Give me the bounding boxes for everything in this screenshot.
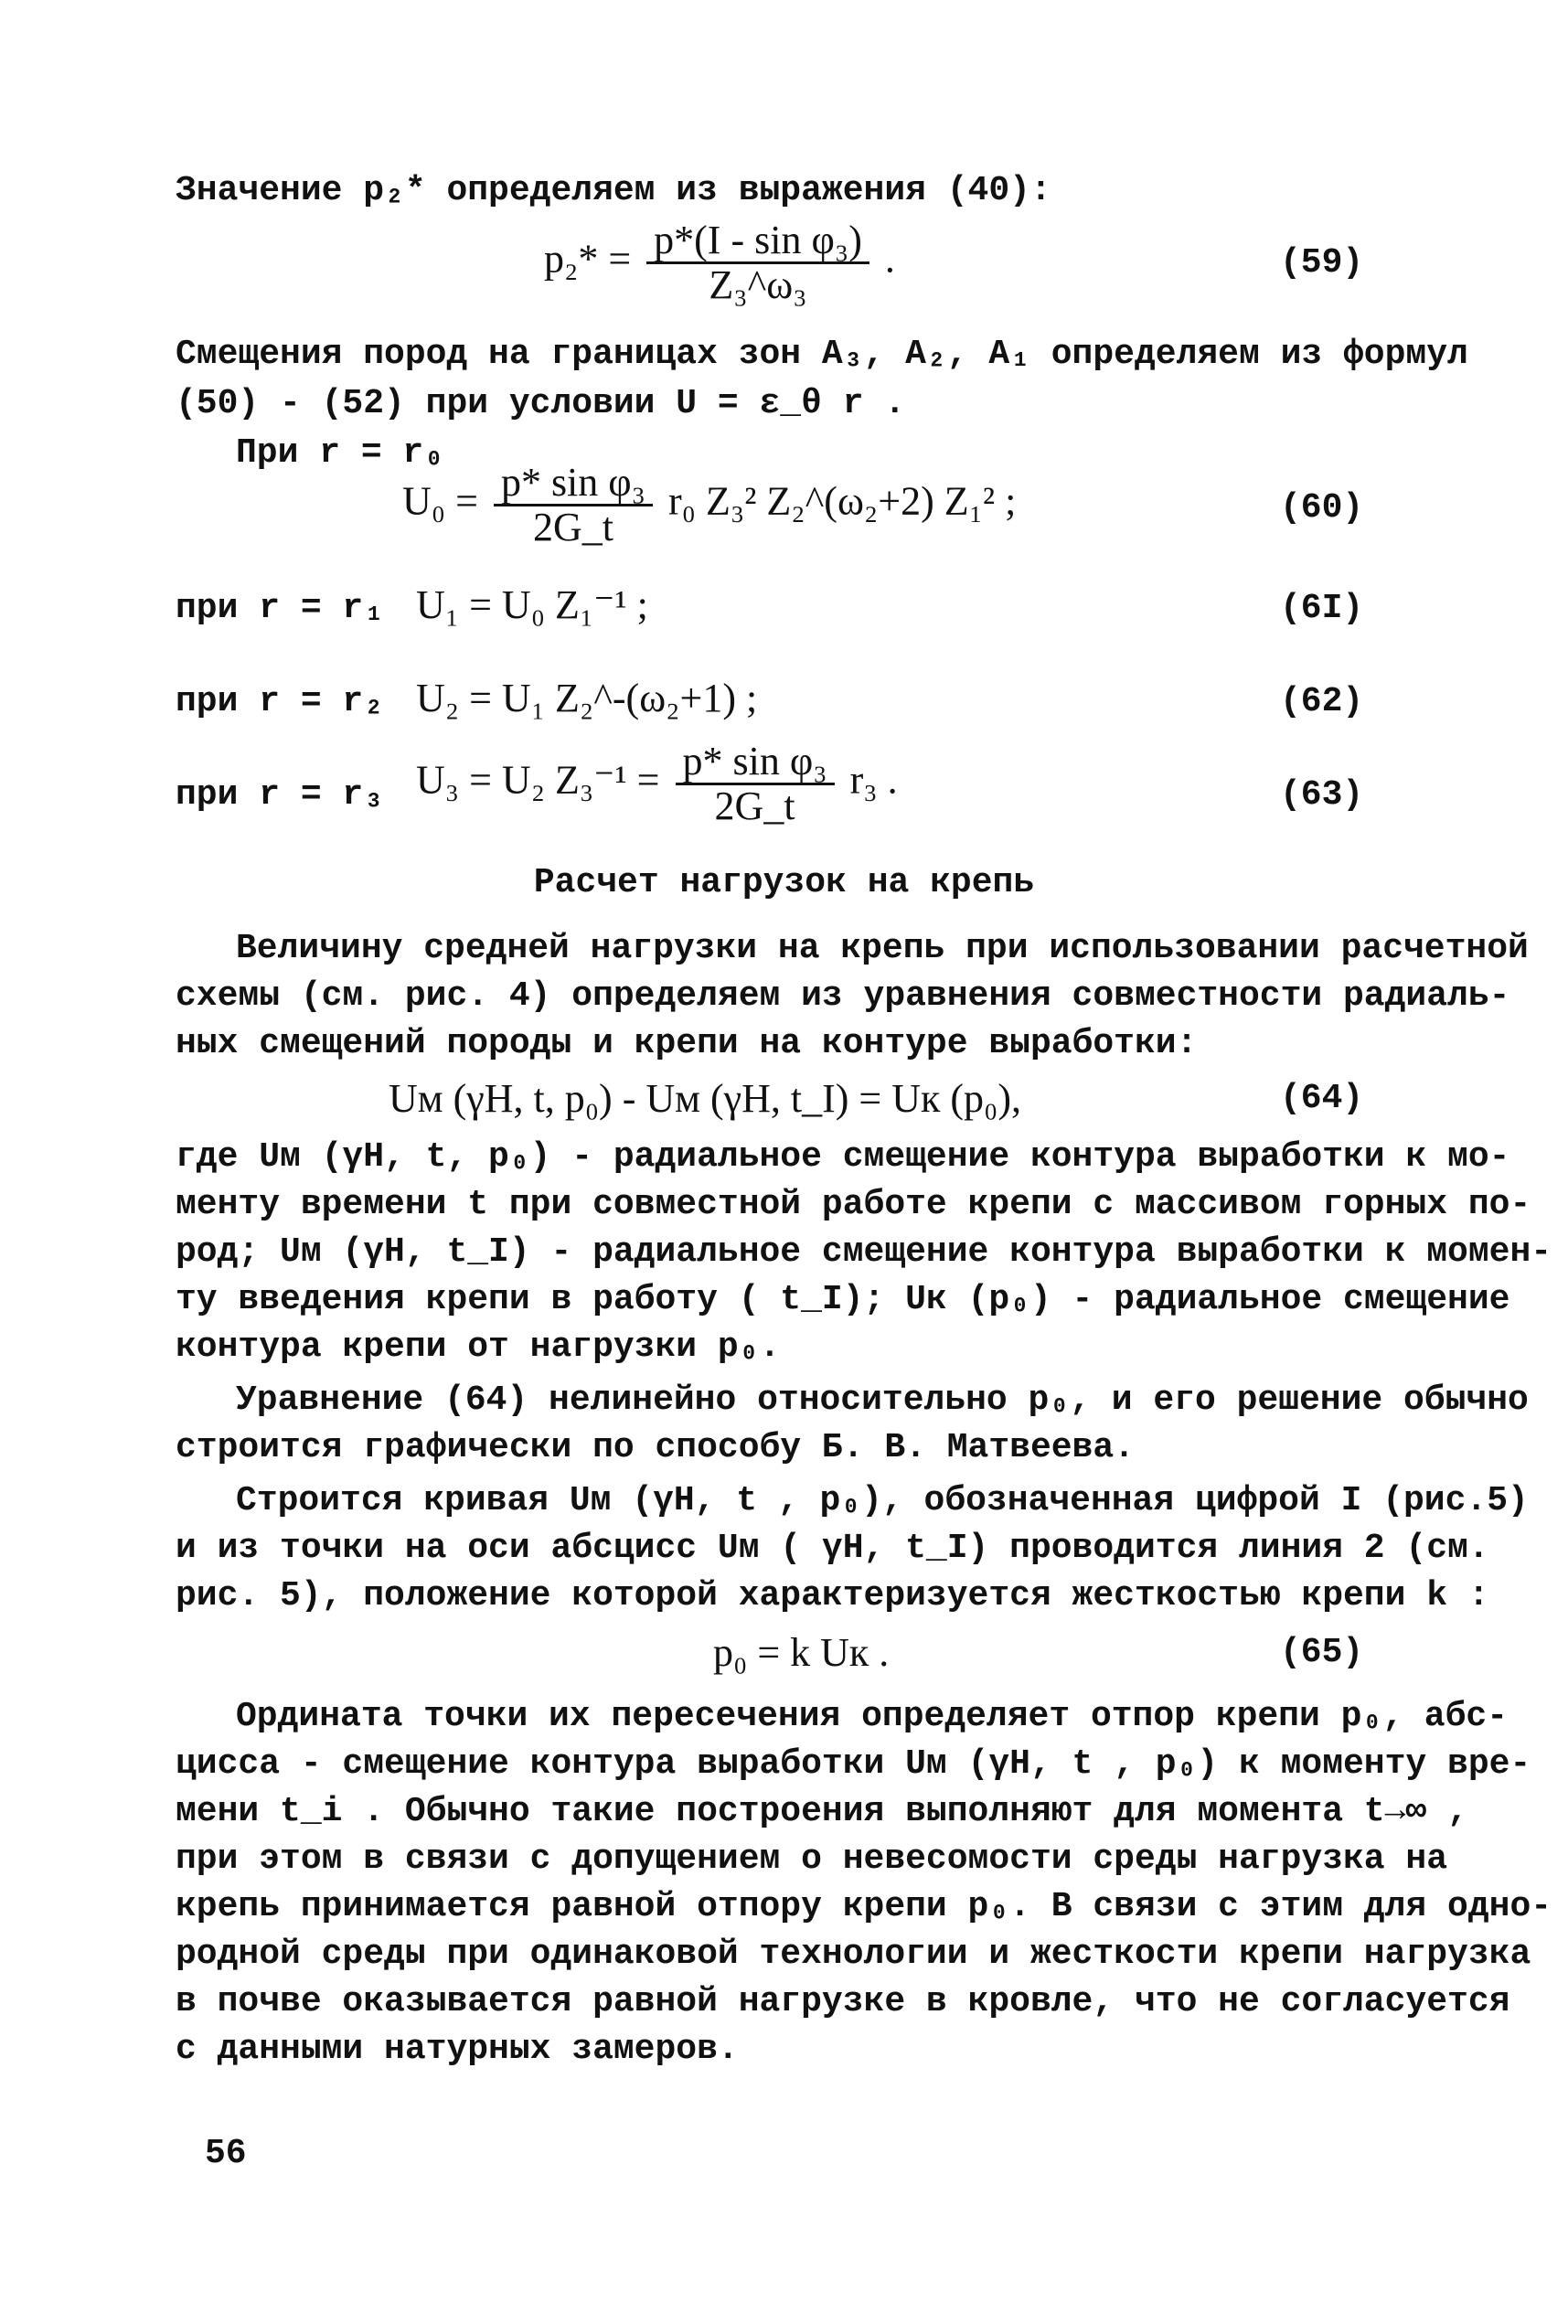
eq60-tail: r₀ Z₃² Z₂^(ω₂+2) Z₁² ;	[668, 478, 1017, 524]
equation-number-60: (60)	[1280, 488, 1364, 528]
p4-line-3: рис. 5), положение которой характеризуется жесткостью крепи k :	[176, 1576, 1489, 1615]
equation-63	[416, 741, 898, 827]
p5-line-6: родной среды при одинаковой технологии и жесткости крепи нагрузка	[176, 1935, 1531, 1974]
p5-line-7: в почве оказывается равной нагрузке в кровле, что не согласуется	[176, 1982, 1510, 2021]
eq59-lhs: p₂* =	[544, 236, 632, 282]
p2-line-5: контура крепи от нагрузки p₀.	[176, 1327, 781, 1367]
eq59-denominator: Z₃^ω₃	[709, 262, 807, 307]
section-heading: Расчет нагрузок на крепь	[533, 863, 1035, 902]
equation-number-61: (6I)	[1280, 589, 1364, 628]
eq63-denominator: 2G_t	[714, 784, 795, 828]
equation-60	[402, 462, 1016, 549]
p5-line-3: мени t_i . Обычно такие построения выполняют для момента t→∞ ,	[176, 1792, 1468, 1831]
intro-line: Значение p₂* определяем из выражения (40):	[176, 171, 1051, 210]
equation-number-63: (63)	[1280, 775, 1364, 815]
equation-number-62: (62)	[1280, 682, 1364, 721]
p3-line-1: Уравнение (64) нелинейно относительно p₀, и его решение обычно	[236, 1381, 1529, 1420]
eq59-fraction	[646, 219, 869, 306]
p2-line-1: где Uм (γH, t, p₀) - радиальное смещение контура выработки к мо-	[176, 1137, 1510, 1177]
eq63-lhs: U₃ = U₂ Z₃⁻¹ =	[416, 757, 660, 803]
condition-r0: При r = r₀	[236, 433, 445, 473]
eq60-denominator: 2G_t	[532, 505, 613, 549]
p4-line-1: Строится кривая Uм (γH, t , p₀), обозначенная цифрой I (рис.5)	[236, 1481, 1529, 1520]
equation-65: p₀ = k Uк .	[713, 1630, 890, 1675]
p5-line-8: с данными натурных замеров.	[176, 2030, 739, 2069]
eq60-numerator: p* sin φ₃	[494, 462, 653, 506]
equation-62: U₂ = U₁ Z₂^-(ω₂+1) ;	[416, 676, 758, 720]
eq63-condition: при r = r₃	[176, 775, 385, 815]
equation-64: Uм (γH, t, p₀) - Uм (γH, t_I) = Uк (p₀),	[389, 1076, 1021, 1121]
eq61-condition: при r = r₁	[176, 589, 385, 628]
displacement-intro-line-1: Смещения пород на границах зон A₃, A₂, A₁ определяем из формул	[176, 335, 1468, 374]
eq59-numerator: p*(I - sin φ₃)	[646, 219, 869, 264]
equation-59	[544, 219, 895, 306]
eq63-numerator: p* sin φ₃	[676, 741, 835, 785]
eq60-lhs: U₀ =	[402, 478, 478, 524]
p1-line-1: Величину средней нагрузки на крепь при использовании расчетной	[236, 929, 1529, 968]
eq59-tail: .	[884, 236, 895, 282]
p4-line-2: и из точки на оси абсцисс Uм ( γH, t_I) проводится линия 2 (см.	[176, 1529, 1489, 1568]
equation-number-59: (59)	[1280, 243, 1364, 283]
equation-61: U₁ = U₀ Z₁⁻¹ ;	[416, 582, 648, 627]
p5-line-1: Ордината точки их пересечения определяет отпор крепи p₀, абс-	[236, 1697, 1509, 1736]
equation-number-64: (64)	[1280, 1079, 1364, 1118]
equation-number-65: (65)	[1280, 1633, 1364, 1672]
p2-line-4: ту введения крепи в работу ( t_I); Uк (p₀) - радиальное смещение	[176, 1280, 1510, 1319]
p2-line-2: менту времени t при совместной работе крепи с массивом горных по-	[176, 1185, 1531, 1224]
p5-line-2: цисса - смещение контура выработки Uм (γH, t , p₀) к моменту вре-	[176, 1744, 1531, 1784]
eq63-fraction	[676, 741, 835, 827]
eq63-tail: r₃ .	[849, 757, 898, 803]
displacement-intro-line-2: (50) - (52) при условии U = ε_θ r .	[176, 384, 906, 423]
page-number: 56	[205, 2134, 247, 2173]
eq60-fraction	[494, 462, 653, 549]
eq62-condition: при r = r₂	[176, 682, 385, 721]
p5-line-5: крепь принимается равной отпору крепи p₀. В связи с этим для одно-	[176, 1887, 1552, 1926]
p1-line-2: схемы (см. рис. 4) определяем из уравнения совместности радиаль-	[176, 976, 1510, 1016]
p5-line-4: при этом в связи с допущением о невесомости среды нагрузка на	[176, 1839, 1448, 1879]
p3-line-2: строится графически по способу Б. В. Матвеева.	[176, 1428, 1135, 1467]
p2-line-3: род; Uм (γH, t_I) - радиальное смещение контура выработки к момен-	[176, 1232, 1552, 1272]
p1-line-3: ных смещений породы и крепи на контуре выработки:	[176, 1024, 1198, 1063]
